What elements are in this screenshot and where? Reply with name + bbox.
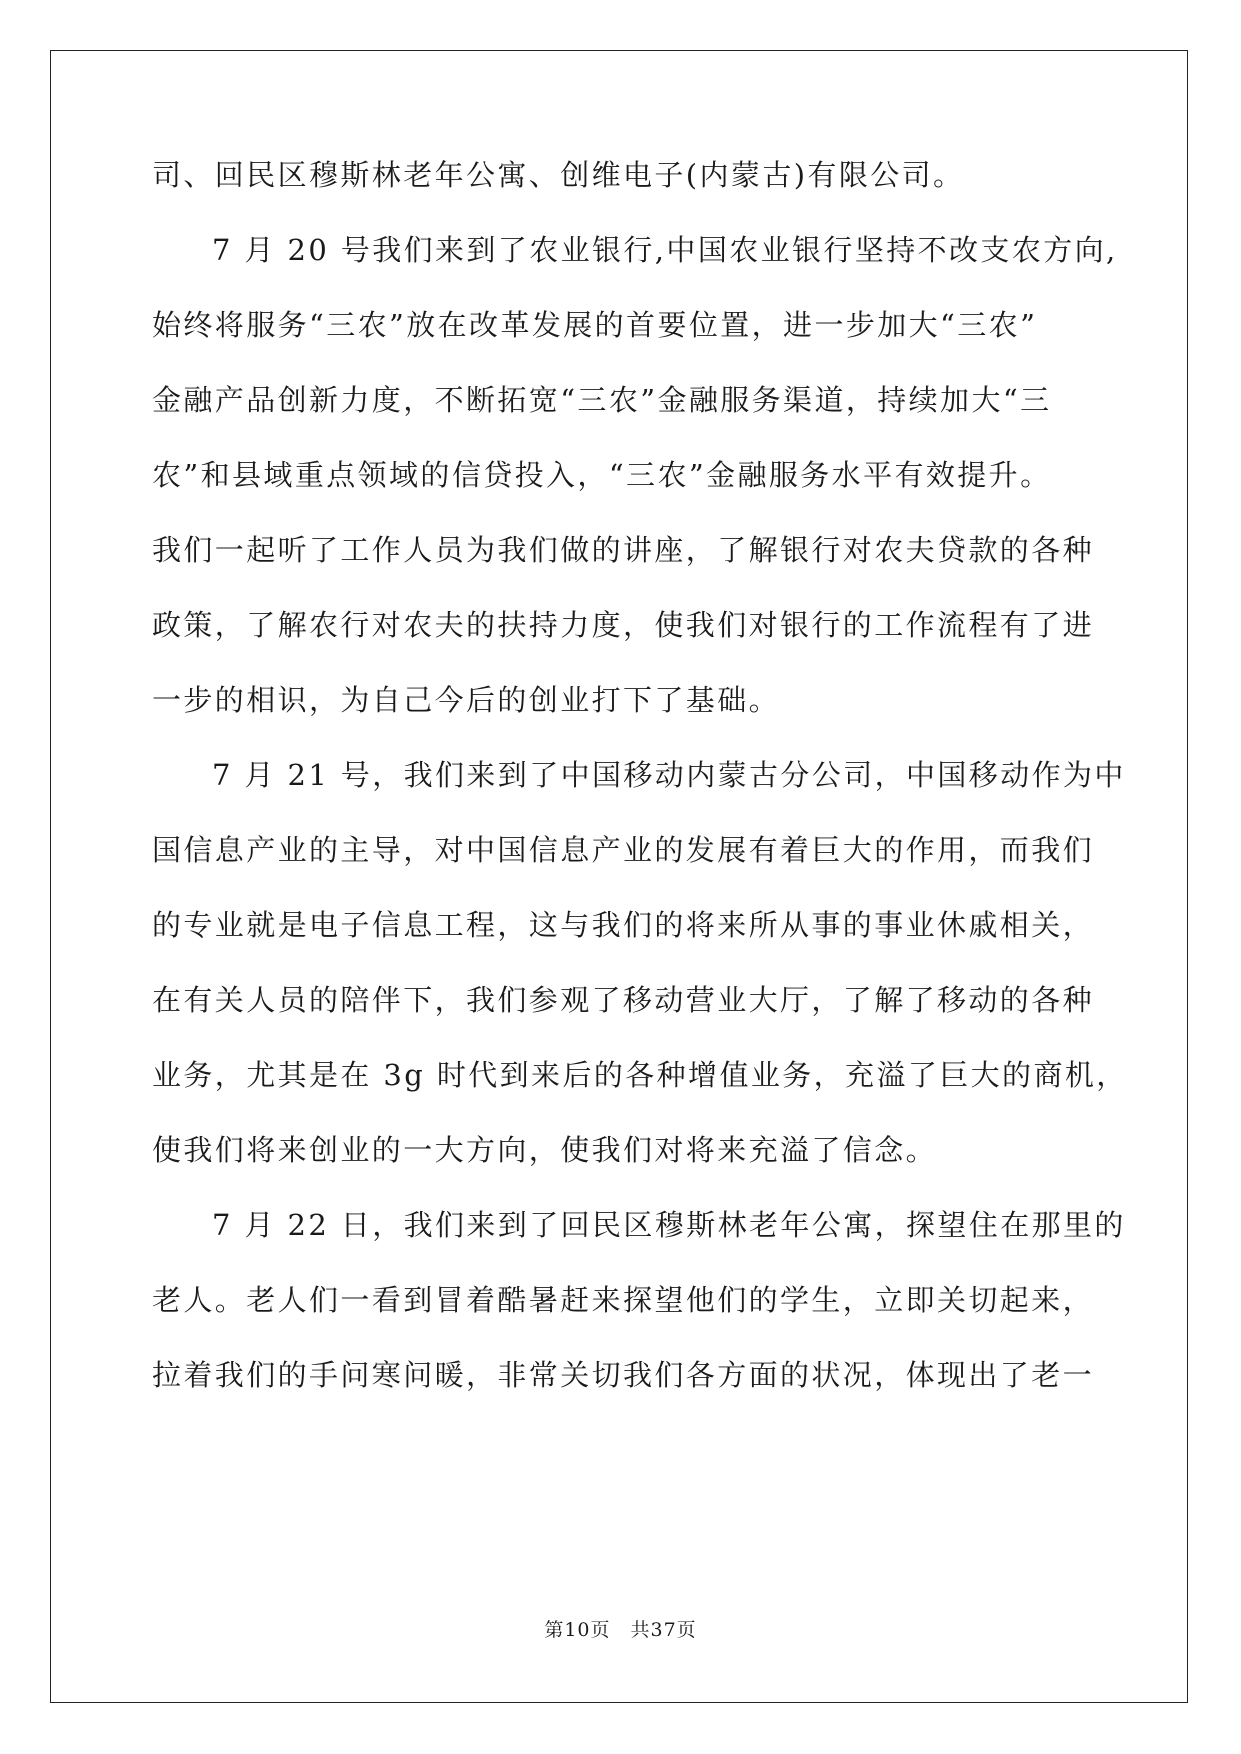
text-line: 司、回民区穆斯林老年公寓、创维电子(内蒙古)有限公司。	[152, 158, 965, 192]
paragraph-start-line: 7 月 21 号，我们来到了中国移动内蒙古分公司，中国移动作为中	[212, 758, 1126, 792]
text-line: 老人。老人们一看到冒着酷暑赶来探望他们的学生，立即关切起来，	[152, 1283, 1095, 1317]
text-line: 在有关人员的陪伴下，我们参观了移动营业大厅，了解了移动的各种	[152, 983, 1095, 1017]
page-number-footer: 第10页 共37页	[544, 1619, 697, 1641]
page-border	[50, 50, 1188, 1703]
paragraph-start-line: 7 月 20 号我们来到了农业银行,中国农业银行坚持不改支农方向,	[212, 233, 1118, 267]
text-line: 拉着我们的手问寒问暖，非常关切我们各方面的状况，体现出了老一	[152, 1358, 1095, 1392]
text-line: 国信息产业的主导，对中国信息产业的发展有着巨大的作用，而我们	[152, 833, 1095, 867]
paragraph-start-line: 7 月 22 日，我们来到了回民区穆斯林老年公寓，探望住在那里的	[212, 1208, 1126, 1242]
text-line: 使我们将来创业的一大方向，使我们对将来充溢了信念。	[152, 1133, 938, 1167]
text-line: 金融产品创新力度，不断拓宽“三农”金融服务渠道，持续加大“三	[152, 383, 1052, 417]
text-line: 我们一起听了工作人员为我们做的讲座，了解银行对农夫贷款的各种	[152, 533, 1095, 567]
text-line: 农”和县域重点领域的信贷投入，“三农”金融服务水平有效提升。	[152, 458, 1052, 492]
text-line: 一步的相识，为自己今后的创业打下了基础。	[152, 683, 781, 717]
text-line: 的专业就是电子信息工程，这与我们的将来所从事的事业休戚相关，	[152, 908, 1095, 942]
text-line: 业务，尤其是在 3g 时代到来后的各种增值业务，充溢了巨大的商机，	[152, 1058, 1128, 1092]
text-line: 始终将服务“三农”放在改革发展的首要位置，进一步加大“三农”	[152, 308, 1038, 342]
text-line: 政策，了解农行对农夫的扶持力度，使我们对银行的工作流程有了进	[152, 608, 1095, 642]
